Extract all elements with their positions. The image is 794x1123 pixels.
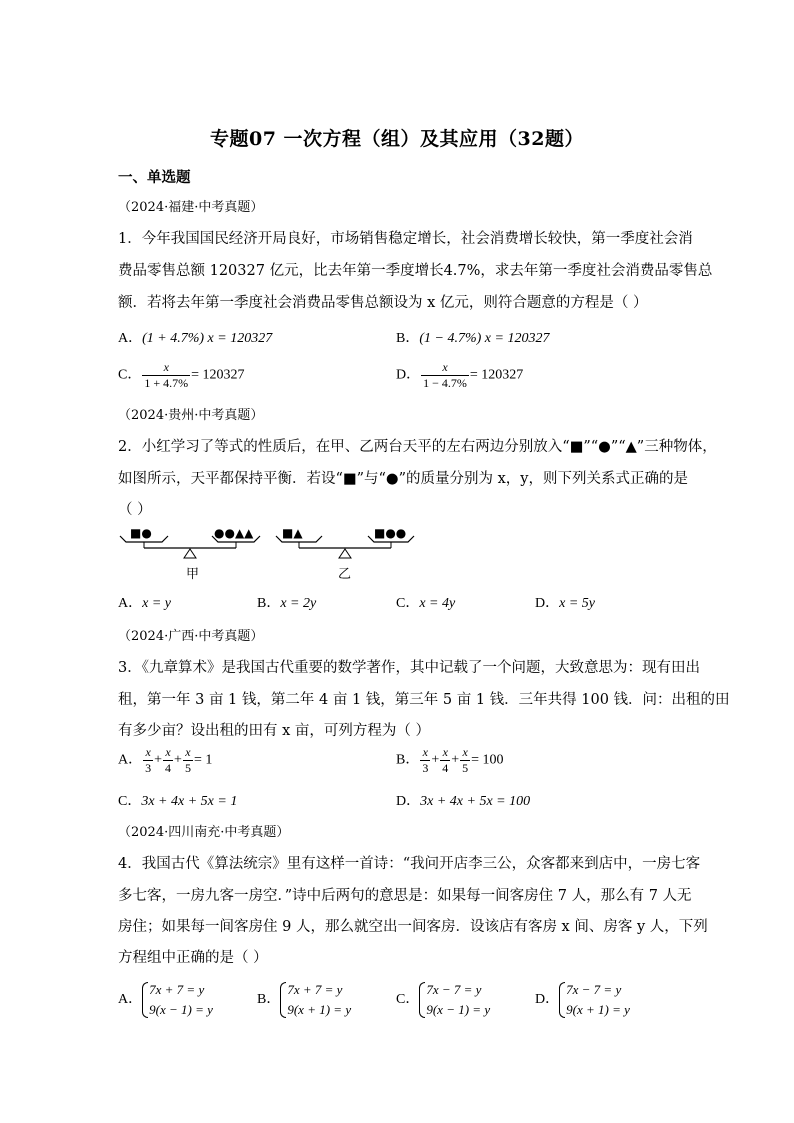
option-rhs: = 120327 bbox=[469, 367, 524, 383]
q4-line2: 多七客，一房九客一房空．”诗中后两句的意思是：如果每一间客房住 7 人，那么有 7 人无 bbox=[118, 888, 692, 904]
option-label: D． bbox=[396, 794, 421, 809]
option-expr: x = 5y bbox=[559, 596, 595, 611]
plus-sign: + bbox=[451, 752, 460, 768]
equation-1: 7x − 7 = y bbox=[566, 982, 622, 997]
section-heading: 一、单选题 bbox=[118, 169, 191, 186]
option-label: D． bbox=[535, 992, 560, 1008]
option-expr: 3x + 4x + 5x = 1 bbox=[141, 794, 238, 809]
scale-yi-label: 乙 bbox=[338, 567, 352, 582]
equation-1: 7x − 7 = y bbox=[426, 982, 482, 997]
q1-line3: 额．若将去年第一季度社会消费品零售总额设为 x 亿元，则符合题意的方程是（ ） bbox=[118, 295, 648, 311]
q1-option-a[interactable] bbox=[118, 327, 272, 347]
fraction-num: x bbox=[163, 745, 173, 761]
q1-line2: 费品零售总额 120327 亿元，比去年第一季度增长4.7%，求去年第一季度社会消费品零售总 bbox=[118, 263, 713, 279]
fraction bbox=[142, 360, 190, 391]
fraction-den: 3 bbox=[422, 761, 429, 775]
option-label: D． bbox=[396, 367, 421, 383]
fraction bbox=[421, 360, 469, 391]
equation-system bbox=[142, 980, 213, 1020]
balance-scales-figure bbox=[118, 522, 418, 584]
q3-line1: 3．《九章算术》是我国古代重要的数学著作，其中记载了一个问题，大致意思为：现有田出 bbox=[118, 660, 700, 676]
scale-yi bbox=[276, 526, 414, 582]
q4-line3: 房住；如果每一间客房住 9 人，那么就空出一间客房．设该店有客房 x 间、房客 y 人，下列 bbox=[118, 919, 708, 935]
equation-2: 9(x − 1) = y bbox=[426, 1002, 491, 1017]
scale-jia bbox=[120, 526, 260, 582]
equation-system bbox=[280, 980, 351, 1020]
option-label: C． bbox=[118, 367, 142, 383]
fraction-num: x bbox=[143, 745, 153, 761]
fraction bbox=[143, 745, 153, 776]
scale-yi-left-items: ■▲ bbox=[282, 526, 303, 540]
equation-1: 7x + 7 = y bbox=[149, 982, 205, 997]
q4-option-b[interactable] bbox=[257, 980, 351, 1020]
option-expr: (1 − 4.7%) x = 120327 bbox=[419, 331, 550, 346]
q2-source: （2024·贵州·中考真题） bbox=[118, 408, 264, 423]
option-label: D． bbox=[535, 596, 560, 611]
q3-source: （2024·广西·中考真题） bbox=[118, 629, 264, 644]
option-expr: x = y bbox=[142, 596, 171, 611]
option-label: B． bbox=[257, 596, 281, 611]
option-rhs: = 120327 bbox=[191, 367, 245, 383]
q2-option-b[interactable] bbox=[257, 592, 316, 612]
fraction bbox=[440, 745, 450, 776]
fraction bbox=[163, 745, 173, 776]
option-label: B． bbox=[396, 331, 420, 346]
equation-2: 9(x + 1) = y bbox=[566, 1002, 630, 1017]
fraction-den: 1 + 4.7% bbox=[144, 376, 189, 390]
option-rhs: = 100 bbox=[471, 752, 504, 768]
scale-jia-label: 甲 bbox=[186, 567, 200, 582]
equation-2: 9(x − 1) = y bbox=[149, 1002, 213, 1017]
q4-option-c[interactable] bbox=[396, 980, 490, 1020]
q3-option-a[interactable] bbox=[118, 745, 212, 776]
option-label: B． bbox=[396, 752, 420, 768]
page-title: 专题07 一次方程（组）及其应用（32题） bbox=[210, 128, 584, 150]
fraction-num: x bbox=[420, 745, 430, 761]
plus-sign: + bbox=[174, 752, 182, 768]
q2-option-d[interactable] bbox=[535, 592, 595, 612]
q4-option-a[interactable] bbox=[118, 980, 213, 1020]
plus-sign: + bbox=[431, 752, 440, 768]
fraction-num: x bbox=[142, 360, 190, 376]
q3-line3: 有多少亩？设出租的田有 x 亩，可列方程为（ ） bbox=[118, 723, 431, 739]
option-expr: (1 + 4.7%) x = 120327 bbox=[142, 331, 273, 346]
q1-option-d[interactable] bbox=[396, 360, 523, 391]
option-label: A． bbox=[118, 596, 143, 611]
q4-line1: 4．我国古代《算法统宗》里有这样一首诗：“我问开店李三公，众客都来到店中，一房七客 bbox=[118, 856, 701, 872]
q3-option-d[interactable] bbox=[396, 790, 530, 810]
scale-jia-right-items: ●●▲▲ bbox=[214, 526, 254, 540]
q1-source: （2024·福建·中考真题） bbox=[118, 200, 264, 215]
option-label: A． bbox=[118, 752, 143, 768]
fraction-den: 5 bbox=[462, 761, 469, 775]
option-expr: x = 4y bbox=[419, 596, 456, 611]
fraction-den: 4 bbox=[165, 761, 172, 775]
q1-option-c[interactable] bbox=[118, 360, 245, 391]
q1-line1: 1．今年我国国民经济开局良好，市场销售稳定增长，社会消费增长较快，第一季度社会消 bbox=[118, 231, 693, 247]
q2-line2: 如图所示，天平都保持平衡．若设“■”与“●”的质量分别为 x，y，则下列关系式正确的是 bbox=[118, 471, 688, 487]
scale-jia-left-items: ■● bbox=[130, 526, 152, 540]
fraction-num: x bbox=[183, 745, 193, 761]
equation-system bbox=[559, 980, 630, 1020]
option-label: A． bbox=[118, 331, 143, 346]
fraction-num: x bbox=[421, 360, 469, 376]
q3-option-c[interactable] bbox=[118, 790, 237, 810]
equation-1: 7x + 7 = y bbox=[287, 982, 343, 997]
plus-sign: + bbox=[154, 752, 163, 768]
q3-line2: 租，第一年 3 亩 1 钱，第二年 4 亩 1 钱，第三年 5 亩 1 钱．三年共得 100 钱．问：出租的田 bbox=[118, 692, 730, 708]
fraction bbox=[460, 745, 470, 776]
q2-option-c[interactable] bbox=[396, 592, 455, 612]
option-label: C． bbox=[118, 794, 142, 809]
q4-option-d[interactable] bbox=[535, 980, 630, 1020]
q4-line4: 方程组中正确的是（ ） bbox=[118, 950, 268, 966]
q4-source: （2024·四川南充·中考真题） bbox=[118, 825, 290, 840]
option-expr: x = 2y bbox=[280, 596, 317, 611]
fraction bbox=[420, 745, 430, 776]
q1-option-b[interactable] bbox=[396, 327, 549, 347]
fraction-den: 4 bbox=[442, 761, 449, 775]
option-label: C． bbox=[396, 596, 420, 611]
fraction bbox=[183, 745, 193, 776]
option-expr: 3x + 4x + 5x = 100 bbox=[420, 794, 531, 809]
scale-yi-right-items: ■●● bbox=[374, 526, 407, 540]
fraction-den: 5 bbox=[184, 761, 191, 775]
q2-line3: （ ） bbox=[118, 502, 152, 518]
equation-2: 9(x + 1) = y bbox=[287, 1002, 352, 1017]
option-label: A． bbox=[118, 992, 143, 1008]
fraction-den: 3 bbox=[145, 761, 152, 775]
option-label: C． bbox=[396, 992, 420, 1008]
fraction-den: 1 − 4.7% bbox=[423, 376, 467, 390]
q2-line1: 2．小红学习了等式的性质后，在甲、乙两台天平的左右两边分别放入“■”“●”“▲”三种物体， bbox=[118, 439, 717, 455]
fraction-num: x bbox=[460, 745, 470, 761]
q3-option-b[interactable] bbox=[396, 745, 504, 776]
fraction-num: x bbox=[440, 745, 450, 761]
option-label: B． bbox=[257, 992, 281, 1008]
q2-option-a[interactable] bbox=[118, 592, 171, 612]
equation-system bbox=[419, 980, 490, 1020]
option-rhs: = 1 bbox=[193, 752, 213, 768]
